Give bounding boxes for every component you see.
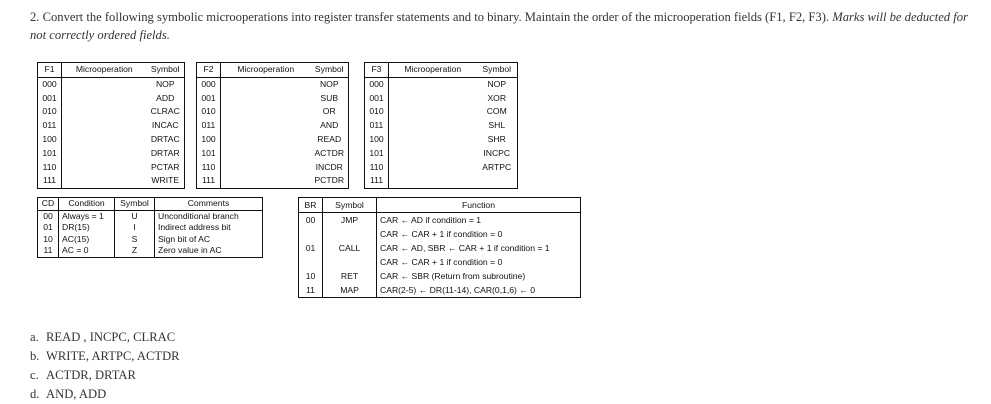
- f1-cell-symbol: ADD: [156, 92, 175, 103]
- f3-header-code: F3: [365, 63, 389, 78]
- f3-cell-code: 111: [365, 174, 389, 188]
- f2-cell-symbol: SUB: [320, 92, 339, 103]
- f1-row: [38, 119, 185, 133]
- f2-row: [197, 161, 349, 175]
- f3-row: [365, 133, 518, 147]
- f2-header-code: F2: [197, 63, 221, 78]
- f2-header-symbol: Symbol: [311, 63, 349, 78]
- f3-row: [365, 119, 518, 133]
- answer-letter: b.: [30, 349, 40, 363]
- br-cell-code: 11: [299, 283, 323, 298]
- f1-cell-symbol: PCTAR: [151, 161, 180, 172]
- f2-cell-code: 110: [197, 161, 221, 175]
- f1-header-microop: Microoperation: [62, 63, 147, 78]
- cd-cell-code: 10: [38, 234, 59, 246]
- f2-row: [197, 147, 349, 161]
- br-cell-code: 00: [299, 213, 323, 228]
- f1-cell-code: 110: [38, 161, 62, 175]
- f1-row: [38, 147, 185, 161]
- f2-table: [196, 62, 349, 189]
- f3-header-symbol: Symbol: [477, 63, 518, 78]
- f3-row: [365, 92, 518, 106]
- f1-header-code: F1: [38, 63, 62, 78]
- br-header-symbol: Symbol: [323, 198, 377, 213]
- f2-cell-microop: [221, 92, 311, 106]
- f1-table: [37, 62, 185, 189]
- br-cell-function: CAR ← CAR + 1 if condition = 0: [380, 257, 503, 267]
- f3-body: [365, 77, 518, 188]
- f3-row: [365, 77, 518, 91]
- f1-row: [38, 77, 185, 91]
- f1-cell-code: 000: [38, 77, 62, 91]
- f1-cell-microop: [62, 119, 147, 133]
- f3-table: [364, 62, 518, 189]
- cd-cell-symbol: Z: [115, 245, 155, 257]
- br-body: [299, 213, 581, 298]
- f3-header-microop: Microoperation: [389, 63, 477, 78]
- f1-body: [38, 77, 185, 188]
- f1-cell-code: 101: [38, 147, 62, 161]
- f1-cell-microop: [62, 161, 147, 175]
- f3-cell-code: 001: [365, 92, 389, 106]
- cd-header-symbol: Symbol: [115, 198, 155, 211]
- f1-cell-microop: [62, 77, 147, 91]
- cd-header-comments: Comments: [155, 198, 263, 211]
- f3-cell-microop: [389, 77, 477, 91]
- br-row: [299, 283, 581, 298]
- f2-cell-code: 001: [197, 92, 221, 106]
- f2-body: [197, 77, 349, 188]
- f2-row: [197, 174, 349, 188]
- f3-cell-microop: [389, 147, 477, 161]
- br-row: [299, 241, 581, 255]
- f2-cell-code: 100: [197, 133, 221, 147]
- f1-cell-code: 001: [38, 92, 62, 106]
- cd-cell-comments: Sign bit of AC: [158, 233, 211, 244]
- br-header-code: BR: [299, 198, 323, 213]
- br-row: [299, 227, 581, 241]
- f3-cell-code: 101: [365, 147, 389, 161]
- f3-cell-symbol: COM: [486, 106, 507, 117]
- cd-cell-code: 01: [38, 222, 59, 234]
- br-cell-code: [299, 227, 323, 241]
- question-body: Convert the following symbolic microoperations into register transfer statements and to binary. Maintain the order of the microoperation fields (F1, F2, F3).: [42, 10, 830, 24]
- f2-cell-code: 101: [197, 147, 221, 161]
- f3-cell-microop: [389, 105, 477, 119]
- br-cell-function: CAR ← AD, SBR ← CAR + 1 if condition = 1: [380, 243, 550, 253]
- f1-cell-microop: [62, 105, 147, 119]
- f2-cell-microop: [221, 119, 311, 133]
- f2-cell-symbol: OR: [322, 106, 336, 117]
- question-number: 2.: [30, 10, 40, 24]
- cd-cell-condition: Always = 1: [59, 210, 115, 222]
- f3-cell-symbol: SHR: [487, 133, 506, 144]
- cd-cell-symbol: I: [115, 222, 155, 234]
- f3-cell-microop: [389, 92, 477, 106]
- f1-cell-symbol: WRITE: [151, 175, 180, 186]
- f2-cell-symbol: ACTDR: [314, 147, 345, 158]
- f2-cell-symbol: INCDR: [315, 161, 343, 172]
- br-cell-code: 01: [299, 241, 323, 255]
- f3-cell-code: 011: [365, 119, 389, 133]
- br-cell-symbol: RET: [323, 269, 377, 283]
- cd-row: [38, 245, 263, 257]
- f2-cell-symbol: READ: [317, 133, 342, 144]
- answer-text: ACTDR, DRTAR: [46, 368, 136, 382]
- br-cell-symbol: JMP: [323, 213, 377, 228]
- f3-row: [365, 105, 518, 119]
- f1-cell-code: 011: [38, 119, 62, 133]
- answer-letter: d.: [30, 387, 40, 401]
- answer-text: WRITE, ARTPC, ACTDR: [46, 349, 180, 363]
- cd-cell-condition: AC = 0: [59, 245, 115, 257]
- br-cell-symbol: MAP: [323, 283, 377, 298]
- f1-row: [38, 161, 185, 175]
- cd-cell-code: 11: [38, 245, 59, 257]
- f1-cell-code: 100: [38, 133, 62, 147]
- f2-cell-microop: [221, 161, 311, 175]
- f3-cell-code: 000: [365, 77, 389, 91]
- cd-cell-symbol: U: [115, 210, 155, 222]
- cd-table: [37, 197, 263, 258]
- f2-row: [197, 119, 349, 133]
- question-note: Marks will be deducted for not correctly ordered fields.: [30, 10, 968, 42]
- cd-row: [38, 222, 263, 234]
- f3-row: [365, 161, 518, 175]
- f2-header-microop: Microoperation: [221, 63, 311, 78]
- br-cell-code: 10: [299, 269, 323, 283]
- cd-cell-symbol: S: [115, 234, 155, 246]
- f2-row: [197, 92, 349, 106]
- br-cell-function: CAR ← SBR (Return from subroutine): [380, 271, 526, 281]
- f2-cell-symbol: PCTDR: [314, 175, 345, 186]
- cd-cell-comments: Indirect address bit: [158, 222, 231, 232]
- f1-row: [38, 174, 185, 188]
- f3-cell-code: 100: [365, 133, 389, 147]
- cd-cell-condition: AC(15): [59, 234, 115, 246]
- br-table: [298, 197, 581, 298]
- f2-cell-symbol: NOP: [319, 78, 339, 89]
- f3-cell-symbol: XOR: [487, 92, 507, 103]
- answer-option[interactable]: [30, 347, 180, 366]
- f1-cell-symbol: NOP: [155, 78, 175, 89]
- f3-cell-symbol: NOP: [487, 78, 507, 89]
- answer-option[interactable]: [30, 328, 180, 347]
- f2-cell-microop: [221, 174, 311, 188]
- f2-cell-microop: [221, 133, 311, 147]
- f2-cell-code: 010: [197, 105, 221, 119]
- f3-cell-microop: [389, 119, 477, 133]
- f3-cell-microop: [389, 161, 477, 175]
- f2-cell-code: 000: [197, 77, 221, 91]
- f3-cell-microop: [389, 133, 477, 147]
- br-row: [299, 255, 581, 269]
- f3-row: [365, 174, 518, 188]
- f3-cell-microop: [389, 174, 477, 188]
- br-cell-function: CAR ← AD if condition = 1: [380, 215, 482, 225]
- br-header-function: Function: [377, 198, 581, 213]
- answer-options: [30, 328, 180, 404]
- cd-cell-condition: DR(15): [59, 222, 115, 234]
- f2-cell-code: 011: [197, 119, 221, 133]
- answer-option[interactable]: [30, 385, 180, 404]
- f3-cell-symbol: SHL: [488, 120, 506, 131]
- f1-cell-symbol: INCAC: [151, 120, 179, 131]
- br-cell-symbol: [323, 255, 377, 269]
- f1-cell-code: 111: [38, 174, 62, 188]
- answer-letter: a.: [30, 330, 39, 344]
- f2-row: [197, 133, 349, 147]
- f1-cell-symbol: CLRAC: [150, 106, 180, 117]
- f3-cell-symbol: ARTPC: [482, 161, 512, 172]
- answer-option[interactable]: [30, 366, 180, 385]
- answer-text: AND, ADD: [46, 387, 107, 401]
- cd-cell-comments: Zero value in AC: [158, 245, 222, 255]
- f1-header-symbol: Symbol: [147, 63, 185, 78]
- f3-cell-symbol: [477, 174, 518, 188]
- br-cell-function: CAR ← CAR + 1 if condition = 0: [380, 229, 503, 239]
- br-row: [299, 269, 581, 283]
- answer-letter: c.: [30, 368, 39, 382]
- f2-row: [197, 77, 349, 91]
- br-cell-function: CAR(2-5) ← DR(11-14), CAR(0,1,6) ← 0: [380, 285, 536, 295]
- cd-body: [38, 210, 263, 257]
- f1-cell-microop: [62, 147, 147, 161]
- f1-row: [38, 92, 185, 106]
- cd-header-condition: Condition: [59, 198, 115, 211]
- br-cell-symbol: CALL: [323, 241, 377, 255]
- f3-cell-code: 010: [365, 105, 389, 119]
- f3-row: [365, 147, 518, 161]
- cd-row: [38, 210, 263, 222]
- f1-cell-symbol: DRTAR: [150, 147, 180, 158]
- f1-cell-symbol: DRTAC: [150, 133, 180, 144]
- f3-cell-code: 110: [365, 161, 389, 175]
- answer-text: READ , INCPC, CLRAC: [46, 330, 176, 344]
- f1-row: [38, 133, 185, 147]
- cd-cell-code: 00: [38, 210, 59, 222]
- cd-header-code: CD: [38, 198, 59, 211]
- f1-cell-code: 010: [38, 105, 62, 119]
- f1-cell-microop: [62, 92, 147, 106]
- f1-cell-microop: [62, 174, 147, 188]
- f1-row: [38, 105, 185, 119]
- f2-cell-microop: [221, 77, 311, 91]
- f2-cell-code: 111: [197, 174, 221, 188]
- f2-row: [197, 105, 349, 119]
- f2-cell-microop: [221, 105, 311, 119]
- f2-cell-symbol: AND: [320, 120, 339, 131]
- cd-cell-comments: Unconditional branch: [158, 210, 239, 221]
- question-text: [30, 8, 980, 44]
- f3-cell-symbol: INCPC: [483, 147, 511, 158]
- br-cell-code: [299, 255, 323, 269]
- br-row: [299, 213, 581, 228]
- cd-row: [38, 234, 263, 246]
- f2-cell-microop: [221, 147, 311, 161]
- br-cell-symbol: [323, 227, 377, 241]
- f1-cell-microop: [62, 133, 147, 147]
